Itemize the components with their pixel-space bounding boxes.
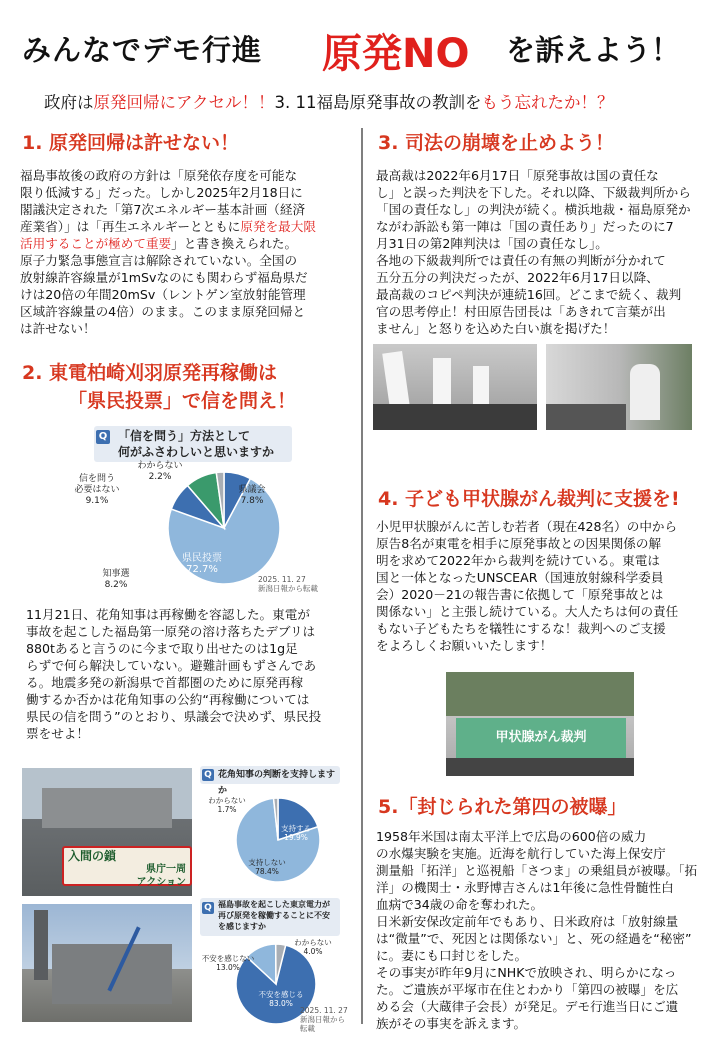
chart-pie-anxiety bbox=[200, 898, 348, 1033]
pie1-label-chiji bbox=[96, 569, 136, 591]
chart-title-line: を感じますか bbox=[218, 922, 266, 931]
label-line: 8.2% bbox=[104, 580, 128, 590]
text-line bbox=[20, 235, 355, 252]
crowd-shape bbox=[373, 404, 537, 430]
label-line: 7.8% bbox=[240, 496, 264, 506]
text-line: の水爆実験を実施。近海を航行していた海上保安庁 bbox=[376, 846, 666, 861]
text-line: める会（大蔵律子会長）が発足。デモ行進当日にご遺 bbox=[376, 999, 679, 1014]
text-line: た。ご遺族が平塚市在住とわかり「第四の被曝」を広 bbox=[376, 982, 679, 997]
chart-pie-support bbox=[200, 766, 340, 892]
text-line: 原子力緊急事態宣言は解除されていない。全国の bbox=[20, 253, 298, 268]
section4-body bbox=[376, 518, 706, 654]
text-line: に。妻にも口封じをした。 bbox=[376, 948, 528, 963]
text-line: 福島事故後の政府の方針は「原発依存度を可能な bbox=[20, 168, 298, 183]
section2-heading-line2: 「県民投票」で信を問え！ bbox=[68, 390, 297, 412]
section1-heading: 1. 原発回帰は許せない！ bbox=[22, 132, 240, 154]
text-line: 関係ない」と主張し続けている。大人たちは何の責任 bbox=[376, 604, 679, 619]
text-line: る。地震多発の新潟県で首都圏のために原発再稼 bbox=[26, 675, 304, 690]
text-line: けは20倍の年間20mSv（レントゲン室放射能管理 bbox=[20, 287, 306, 302]
text-line: 880tあると言うのに今まで取り出せたのは1g足 bbox=[26, 641, 298, 656]
text-line: 測量船「拓洋」と巡視船「さつま」の乗組員が被曝。「拓 bbox=[376, 863, 698, 878]
trial-photo bbox=[446, 672, 634, 776]
text-line: ません」と怒りを込めた白い旗を掲げた！ bbox=[376, 321, 616, 336]
crowd-shape bbox=[446, 758, 634, 776]
label-line: 不安を感じる bbox=[258, 990, 304, 999]
label-line: 1.7% bbox=[217, 805, 237, 814]
section2-heading-line1: 2. 東電柏崎刈羽原発再稼働は bbox=[22, 362, 278, 384]
label-line: 4.0% bbox=[303, 947, 323, 956]
chimney-shape bbox=[34, 910, 48, 980]
label-line: 9.1% bbox=[85, 496, 109, 506]
label-line: 信を問う bbox=[78, 474, 115, 484]
text-line bbox=[20, 218, 355, 235]
section5-heading: 5.「封じられた第四の被曝」 bbox=[378, 796, 627, 818]
subtitle-red1: 原発回帰にアクセル！！ bbox=[93, 93, 275, 112]
pie2-label-shiji bbox=[276, 824, 316, 842]
label-line: 19.9% bbox=[284, 833, 308, 842]
text-line: 限り低減する」だった。しかし2025年2月18日に bbox=[20, 185, 303, 200]
label-line: 不安を感じない bbox=[201, 954, 255, 963]
text-line: 働するか否かは花角知事の公約“再稼働については bbox=[26, 692, 310, 707]
pie3-label-wakaranai bbox=[288, 938, 338, 956]
pie3-label-fuannai bbox=[200, 954, 256, 972]
building-shape bbox=[42, 788, 172, 828]
text-line: 区域許容線量の4倍）のまま。このまま原発回帰と bbox=[20, 304, 306, 319]
text-line: 閣議決定された「第7次エネルギー基本計画（経済 bbox=[20, 202, 306, 217]
trees-shape bbox=[446, 672, 634, 716]
section2-body bbox=[26, 606, 356, 742]
text-line: その事実が昨年9月にNHKで放映され、明らかになっ bbox=[376, 965, 677, 980]
chart-title-line: 福島事故を起こした東京電力が bbox=[218, 900, 330, 909]
text-line: は許せない！ bbox=[20, 321, 96, 336]
pie1-label-kenmin bbox=[172, 553, 232, 575]
text-line: 各地の下級裁判所では責任の有無の判断が分かれて bbox=[376, 253, 666, 268]
text-line: 事故を起こした福島第一原発の溶け落ちたデブリは bbox=[26, 624, 316, 639]
subtitle-part2: 3. 11福島原発事故の教訓を bbox=[274, 93, 482, 112]
text-line: 県民の信を問う”のとおり、県議会で決めず、県民投 bbox=[26, 709, 322, 724]
pie1-label-kengikai bbox=[232, 485, 272, 507]
label-line: 必要はない bbox=[74, 485, 120, 495]
note-line: 新潟日報から転載 bbox=[300, 1015, 345, 1033]
text-line: 放射線許容線量が1mSvなのにも関わらず福島県だ bbox=[20, 270, 308, 285]
section4-heading: 4. 子ども甲状腺がん裁判に支援を! bbox=[378, 488, 680, 510]
court-photo-2 bbox=[546, 344, 692, 430]
subtitle-part1: 政府は bbox=[44, 93, 94, 112]
text-line: 血病で34歳の命を奪われた。 bbox=[376, 897, 544, 912]
column-divider bbox=[361, 128, 363, 1024]
text-line: し」と誤った判決を下した。それ以降、下級裁判所から bbox=[376, 185, 691, 200]
plant-photo bbox=[22, 904, 192, 1022]
demo-banner bbox=[62, 846, 192, 886]
demo-photo bbox=[22, 768, 192, 896]
label-line: 支持しない bbox=[248, 858, 286, 867]
title-part3: を訴えよう！ bbox=[506, 33, 681, 67]
label-line: 13.0% bbox=[216, 963, 240, 972]
text-line: 国と一体となったUNSCEAR（国連放射線科学委員 bbox=[376, 570, 664, 585]
section3-heading: 3. 司法の崩壊を止めよう！ bbox=[378, 132, 615, 154]
label-line: わからない bbox=[137, 461, 183, 471]
label-line: わからない bbox=[294, 938, 332, 947]
pie2-label-wakaranai bbox=[202, 796, 252, 814]
banner-text: 県庁一周 bbox=[146, 864, 186, 875]
section5-body bbox=[376, 828, 706, 1032]
text-line: もない子どもたちを犠牲にするな！裁判へのご支援 bbox=[376, 621, 666, 636]
text-line: 日米新安保改定前年でもあり、日米政府は「放射線量 bbox=[376, 914, 679, 929]
text-line: 明を求めて2022年から裁判を続けている。東電は bbox=[376, 553, 660, 568]
note-line: 新潟日報から転載 bbox=[258, 584, 318, 593]
label-line: 2.2% bbox=[148, 472, 172, 482]
question-mark-icon: Q bbox=[96, 430, 110, 444]
title-part2: 原発NO bbox=[322, 31, 470, 77]
label-line: 支持する bbox=[281, 824, 311, 833]
trial-banner: 甲状腺がん裁判 bbox=[456, 718, 626, 758]
text-line: ながわ訴訟も第一陣は「国の責任あり」だったのに7 bbox=[376, 219, 674, 234]
text-line: は“微量”で、死因とは関係ない」と、死の経過を“秘密” bbox=[376, 931, 692, 946]
text-line: 小児甲状腺がんに苦しむ若者（現在428名）の中から bbox=[376, 519, 678, 534]
pie1-label-hitsuyou bbox=[62, 474, 132, 507]
banner-text: 入間の鎖 bbox=[68, 849, 117, 863]
text-line: 11月21日、花角知事は再稼働を容認した。東電が bbox=[26, 607, 310, 622]
plant-building-shape bbox=[52, 944, 172, 1004]
section1-body bbox=[20, 167, 355, 337]
label-line: わからない bbox=[208, 796, 246, 805]
label-line: 83.0% bbox=[269, 999, 293, 1008]
label-line: 県民投票 bbox=[182, 553, 222, 564]
question-mark-icon: Q bbox=[202, 769, 214, 781]
text-line: 族がその事実を訴えます。 bbox=[376, 1016, 527, 1031]
person-shape bbox=[630, 364, 660, 420]
text-red: 活用することが極めて重要 bbox=[20, 236, 172, 251]
chart-question: 花角知事の判断を支持しますか bbox=[218, 770, 336, 796]
text-line: 会）2020－21の報告書に依拠して「原発事故とは bbox=[376, 587, 664, 602]
pie2-label-fushiji bbox=[242, 858, 292, 876]
text-line: をよろしくお願いいたします！ bbox=[376, 638, 553, 653]
question-mark-icon: Q bbox=[202, 902, 214, 914]
text-line: 1958年米国は南太平洋上で広島の600倍の威力 bbox=[376, 829, 647, 844]
text-line: 最高裁は2022年6月17日「原発事故は国の責任な bbox=[376, 168, 659, 183]
text-line: 最高裁のコピペ判決が連続16回。どこまで続く、裁判 bbox=[376, 287, 682, 302]
page-subtitle bbox=[44, 89, 614, 113]
page-title bbox=[0, 22, 720, 82]
note-line: 2025. 11. 27 bbox=[300, 1006, 348, 1015]
text-line: 洋」の機関士・永野博吉さんは1年後に急性骨髄性白 bbox=[376, 880, 674, 895]
subtitle-red2: もう忘れたか！？ bbox=[481, 93, 614, 112]
banner-text: アクション bbox=[136, 877, 186, 888]
chart-title-line: 何がふさわしいと思いますか bbox=[118, 445, 275, 459]
text-line: 票をせよ！ bbox=[26, 726, 89, 741]
pie3-label-fuan bbox=[256, 990, 306, 1008]
label-line: 県議会 bbox=[238, 485, 266, 495]
chart-source-note bbox=[258, 575, 318, 593]
label-line: 78.4% bbox=[255, 867, 279, 876]
crowd-shape bbox=[546, 404, 626, 430]
chart-title-line: 「信を問う」方法として bbox=[118, 429, 251, 443]
note-line: 2025. 11. 27 bbox=[258, 575, 306, 584]
court-photo-1 bbox=[373, 344, 537, 430]
chart-title-line: 再び原発を稼働することに不安 bbox=[218, 911, 330, 920]
text-line: らずで何ら解決していない。避難計画もずさんであ bbox=[26, 658, 317, 673]
text-line: 月31日の第2陣判決は「国の責任なし」。 bbox=[376, 236, 608, 251]
text-red: 原発を最大限 bbox=[240, 219, 316, 234]
section3-body bbox=[376, 167, 706, 337]
label-line: 72.7% bbox=[186, 564, 218, 575]
text-part: 産業省）」は「再生エネルギーとともに bbox=[20, 219, 241, 234]
pie1-label-wakaranai bbox=[130, 461, 190, 483]
title-part1: みんなでデモ行進 bbox=[22, 33, 263, 67]
text-line: 原告8名が東電を相手に原発事故との因果関係の解 bbox=[376, 536, 662, 551]
text-part: 」と書き換えられた。 bbox=[171, 236, 298, 251]
text-line: 官の思考停止！村田原告団長は「あきれて言葉が出 bbox=[376, 304, 666, 319]
text-line: 五分五分の判決だったが、2022年6月17日以降、 bbox=[376, 270, 659, 285]
text-line: 「国の責任なし」の判決が続く。横浜地裁・福島原発か bbox=[376, 202, 691, 217]
chart-source-note bbox=[300, 1006, 348, 1033]
label-line: 知事選 bbox=[102, 569, 130, 579]
